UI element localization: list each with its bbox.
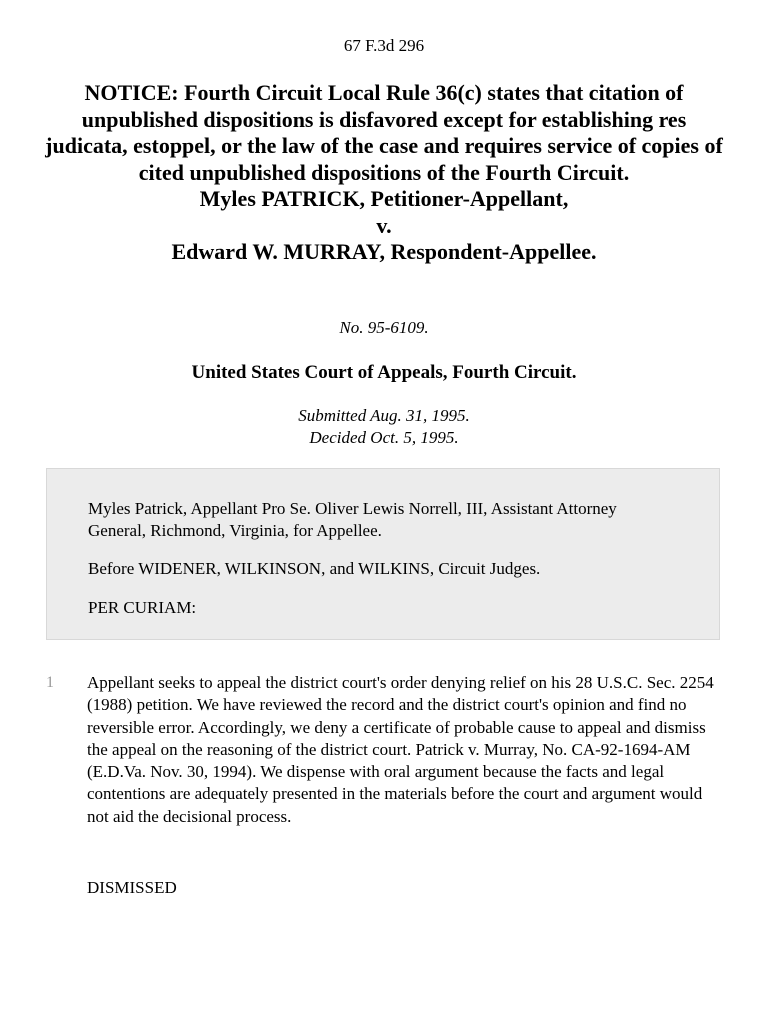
decided-date: Decided Oct. 5, 1995. (309, 428, 459, 447)
docket-number: No. 95-6109. (339, 318, 429, 337)
versus-text: v. (376, 212, 392, 238)
paragraph-text: Appellant seeks to appeal the district court's order denying relief on his 28 U.S.C. Sec. 2254 (1988) petition. We have reviewed the record and the district court's opinion and find no reversible error. Accordingly, we deny a certificate of probable cause to appeal and dismiss the appeal on the reasoning of the district court. Patrick v. Murray, No. CA-92-1694-AM (E.D.Va. Nov. 30, 1994). We dispense with oral argument because the facts and legal contentions are adequately presented in the materials before the court and argument would not aid the decisional process. (87, 673, 714, 826)
court-name: United States Court of Appeals, Fourth Circuit. (191, 362, 577, 383)
paragraph-number: 1 (46, 674, 54, 691)
respondent-name: Edward W. MURRAY, Respondent-Appellee. (171, 239, 597, 264)
notice-text: NOTICE: Fourth Circuit Local Rule 36(c) states that citation of unpublished dispositions is disfavored except for establishing res judicata, estoppel, or the law of the case and requires service of copies of cited unpublished dispositions of the Fourth Circuit. (45, 80, 723, 185)
reporter-citation: 67 F.3d 296 (343, 36, 425, 55)
case-dates (0, 405, 768, 449)
counsel-text: Myles Patrick, Appellant Pro Se. Oliver Lewis Norrell, III, Assistant Attorney General, Richmond, Virginia, for Appellee. (88, 499, 617, 540)
counsel-info-box (46, 468, 720, 640)
disposition-text: DISMISSED (87, 878, 177, 897)
case-title-block (40, 80, 728, 266)
submitted-date: Submitted Aug. 31, 1995. (298, 406, 470, 425)
per-curiam-label: PER CURIAM: (88, 598, 197, 617)
petitioner-name: Myles PATRICK, Petitioner-Appellant, (199, 186, 569, 211)
judges-text: Before WIDENER, WILKINSON, and WILKINS, Circuit Judges. (88, 559, 541, 578)
